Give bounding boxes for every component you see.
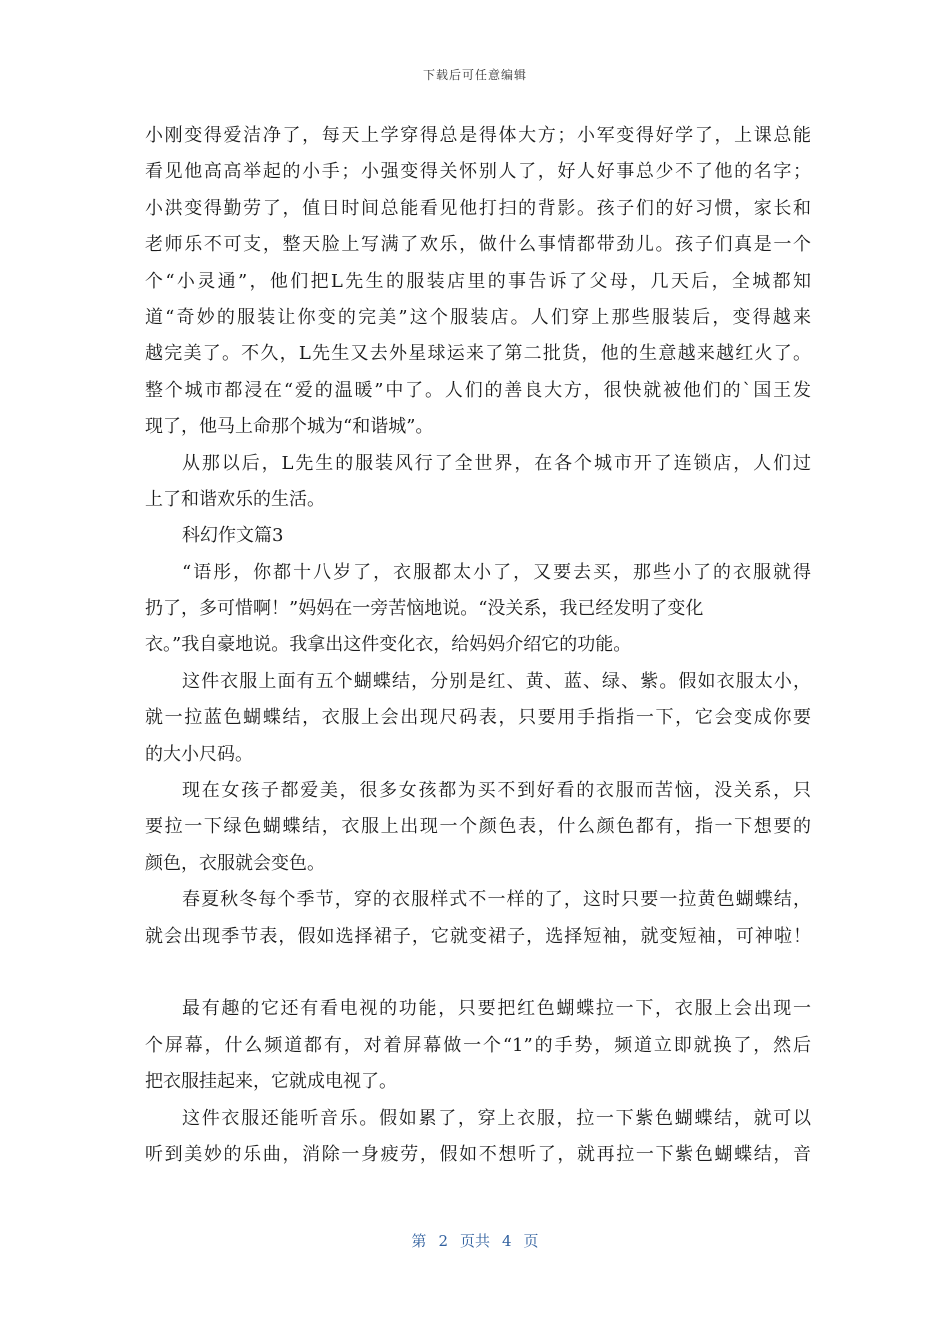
footer-total-pages: 4 xyxy=(502,1232,512,1250)
text-line: 现了，他马上命那个城为“和谐城”。 xyxy=(145,416,434,438)
text-line: 上了和谐欢乐的生活。 xyxy=(145,488,325,510)
document-body xyxy=(145,118,811,1173)
text-line: “语彤，你都十八岁了，衣服都太小了，又要去买，那些小了的衣服就得 xyxy=(182,561,811,583)
text-line: 这件衣服上面有五个蝴蝶结，分别是红、黄、蓝、绿、紫。假如衣服太小， xyxy=(182,670,811,692)
text-line: 道“奇妙的服装让你变的完美”这个服装店。人们穿上那些服装后，变得越来 xyxy=(145,306,811,328)
footer-current-page: 2 xyxy=(438,1232,448,1250)
footer-prefix: 第 xyxy=(411,1232,427,1250)
text-line: 扔了，多可惜啊！”妈妈在一旁苦恼地说。“没关系，我已经发明了变化 xyxy=(145,598,704,620)
text-line: 把衣服挂起来，它就成电视了。 xyxy=(145,1071,397,1093)
text-line: 小洪变得勤劳了，值日时间总能看见他打扫的背影。孩子们的好习惯，家长和 xyxy=(145,197,811,219)
blank-line xyxy=(145,955,811,991)
text-line: 个“小灵通”，他们把L先生的服装店里的事告诉了父母，几天后，全城都知 xyxy=(145,270,811,292)
text-line: 个屏幕，什么频道都有，对着屏幕做一个“1”的手势，频道立即就换了，然后 xyxy=(145,1034,811,1056)
text-line: 看见他高高举起的小手；小强变得关怀别人了，好人好事总少不了他的名字； xyxy=(145,161,811,183)
text-line: 这件衣服还能听音乐。假如累了，穿上衣服，拉一下紫色蝴蝶结，就可以 xyxy=(182,1107,811,1129)
text-line: 就会出现季节表，假如选择裙子，它就变裙子，选择短袖，就变短袖，可神啦！ xyxy=(145,925,811,947)
text-line: 听到美妙的乐曲，消除一身疲劳，假如不想听了，就再拉一下紫色蝴蝶结，音 xyxy=(145,1143,811,1165)
text-line: 的大小尺码。 xyxy=(145,743,253,765)
text-line: 现在女孩子都爱美，很多女孩都为买不到好看的衣服而苦恼，没关系，只 xyxy=(182,780,811,802)
footer-suffix: 页 xyxy=(523,1232,539,1250)
page-header: 下载后可任意编辑 xyxy=(422,68,527,82)
text-line: 就一拉蓝色蝴蝶结，衣服上会出现尺码表，只要用手指指一下，它会变成你要 xyxy=(145,707,811,729)
footer-middle: 页共 xyxy=(459,1232,490,1250)
text-line: 春夏秋冬每个季节，穿的衣服样式不一样的了，这时只要一拉黄色蝴蝶结， xyxy=(182,889,811,911)
text-line: 老师乐不可支，整天脸上写满了欢乐，做什么事情都带劲儿。孩子们真是一个 xyxy=(145,234,811,256)
text-line: 衣。”我自豪地说。我拿出这件变化衣，给妈妈介绍它的功能。 xyxy=(145,634,632,656)
text-line: 整个城市都浸在“爱的温暖”中了。人们的善良大方，很快就被他们的`国王发 xyxy=(145,379,811,401)
text-line: 越完美了。不久，L先生又去外星球运来了第二批货，他的生意越来越红火了。 xyxy=(145,343,811,365)
text-line: 科幻作文篇3 xyxy=(182,525,284,547)
text-line: 最有趣的它还有看电视的功能，只要把红色蝴蝶拉一下，衣服上会出现一 xyxy=(182,998,811,1020)
text-line: 小刚变得爱洁净了，每天上学穿得总是得体大方；小军变得好学了，上课总能 xyxy=(145,125,811,146)
text-line: 从那以后，L先生的服装风行了全世界，在各个城市开了连锁店，人们过 xyxy=(182,452,811,474)
text-line: 要拉一下绿色蝴蝶结，衣服上出现一个颜色表，什么颜色都有，指一下想要的 xyxy=(145,816,811,838)
page-footer xyxy=(0,1230,950,1251)
text-line: 颜色，衣服就会变色。 xyxy=(145,852,325,874)
